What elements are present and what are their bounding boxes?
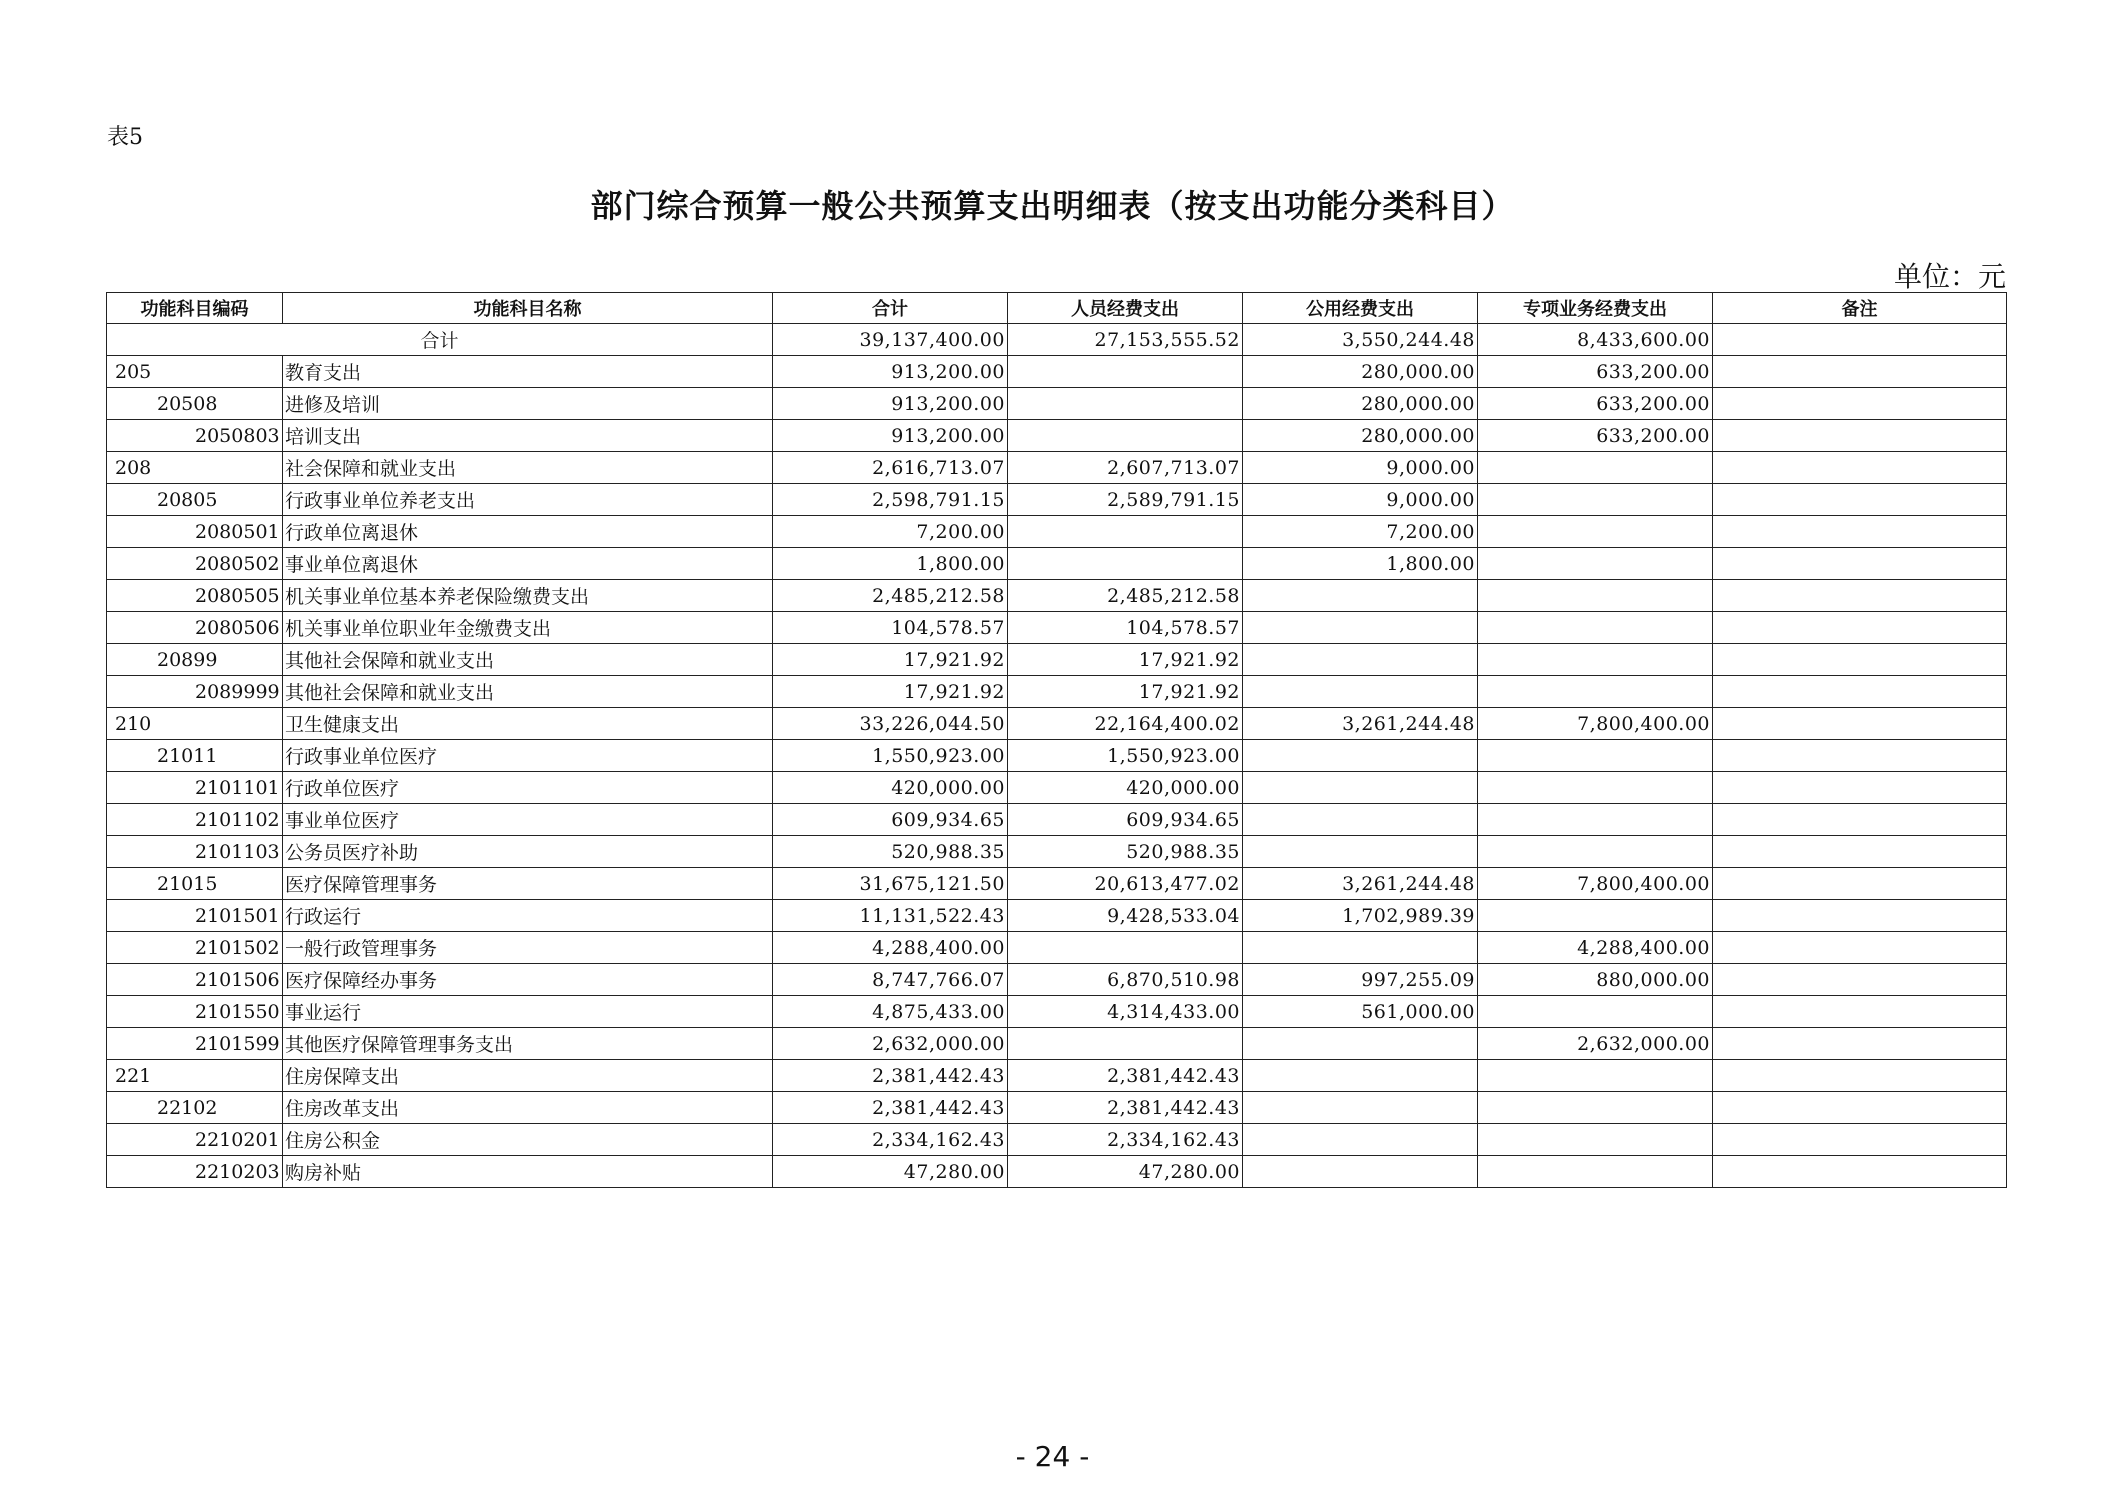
cell-note bbox=[1713, 836, 2007, 868]
cell-total: 2,632,000.00 bbox=[773, 1028, 1008, 1060]
cell-name: 行政运行 bbox=[283, 900, 773, 932]
cell-special: 633,200.00 bbox=[1478, 356, 1713, 388]
cell-special bbox=[1478, 1124, 1713, 1156]
table-row bbox=[107, 516, 2007, 548]
cell-code: 20508 bbox=[107, 388, 283, 420]
cell-special: 2,632,000.00 bbox=[1478, 1028, 1713, 1060]
cell-public bbox=[1243, 772, 1478, 804]
cell-public: 1,702,989.39 bbox=[1243, 900, 1478, 932]
table-row bbox=[107, 676, 2007, 708]
cell-special bbox=[1478, 516, 1713, 548]
table-row bbox=[107, 388, 2007, 420]
cell-personnel: 2,381,442.43 bbox=[1008, 1092, 1243, 1124]
cell-special bbox=[1478, 740, 1713, 772]
table-row bbox=[107, 452, 2007, 484]
cell-note bbox=[1713, 804, 2007, 836]
cell-public: 280,000.00 bbox=[1243, 356, 1478, 388]
cell-code: 2101502 bbox=[107, 932, 283, 964]
cell-code: 2101103 bbox=[107, 836, 283, 868]
cell-total: 520,988.35 bbox=[773, 836, 1008, 868]
table-row bbox=[107, 804, 2007, 836]
table-row bbox=[107, 836, 2007, 868]
cell-total: 913,200.00 bbox=[773, 356, 1008, 388]
cell-personnel: 20,613,477.02 bbox=[1008, 868, 1243, 900]
cell-personnel: 6,870,510.98 bbox=[1008, 964, 1243, 996]
header-name: 功能科目名称 bbox=[283, 293, 773, 324]
cell-total: 1,550,923.00 bbox=[773, 740, 1008, 772]
cell-note bbox=[1713, 772, 2007, 804]
cell-code: 20899 bbox=[107, 644, 283, 676]
cell-code: 2080505 bbox=[107, 580, 283, 612]
cell-public: 9,000.00 bbox=[1243, 484, 1478, 516]
cell-name: 进修及培训 bbox=[283, 388, 773, 420]
cell-public: 3,261,244.48 bbox=[1243, 708, 1478, 740]
cell-name: 行政单位医疗 bbox=[283, 772, 773, 804]
cell-special bbox=[1478, 996, 1713, 1028]
page-title: 部门综合预算一般公共预算支出明细表（按支出功能分类科目） bbox=[590, 187, 1515, 225]
cell-note bbox=[1713, 484, 2007, 516]
cell-personnel bbox=[1008, 516, 1243, 548]
cell-public bbox=[1243, 836, 1478, 868]
cell-note bbox=[1713, 1028, 2007, 1060]
cell-name: 住房公积金 bbox=[283, 1124, 773, 1156]
cell-total: 17,921.92 bbox=[773, 676, 1008, 708]
cell-public: 7,200.00 bbox=[1243, 516, 1478, 548]
cell-name: 社会保障和就业支出 bbox=[283, 452, 773, 484]
cell-name: 其他医疗保障管理事务支出 bbox=[283, 1028, 773, 1060]
cell-total: 2,334,162.43 bbox=[773, 1124, 1008, 1156]
cell-public: 3,261,244.48 bbox=[1243, 868, 1478, 900]
table-row bbox=[107, 356, 2007, 388]
cell-total: 2,616,713.07 bbox=[773, 452, 1008, 484]
cell-code: 208 bbox=[107, 452, 283, 484]
table-row bbox=[107, 740, 2007, 772]
cell-note bbox=[1713, 708, 2007, 740]
cell-personnel: 1,550,923.00 bbox=[1008, 740, 1243, 772]
cell-code: 2101599 bbox=[107, 1028, 283, 1060]
cell-special bbox=[1478, 548, 1713, 580]
cell-special: 4,288,400.00 bbox=[1478, 932, 1713, 964]
cell-public: 280,000.00 bbox=[1243, 388, 1478, 420]
cell-name: 其他社会保障和就业支出 bbox=[283, 676, 773, 708]
cell-note bbox=[1713, 388, 2007, 420]
cell-code: 2210201 bbox=[107, 1124, 283, 1156]
cell-name: 一般行政管理事务 bbox=[283, 932, 773, 964]
cell-total: 31,675,121.50 bbox=[773, 868, 1008, 900]
table-row bbox=[107, 1028, 2007, 1060]
unit-label: 单位：元 bbox=[1893, 260, 2006, 293]
cell-personnel: 104,578.57 bbox=[1008, 612, 1243, 644]
cell-code: 21011 bbox=[107, 740, 283, 772]
cell-code: 22102 bbox=[107, 1092, 283, 1124]
cell-personnel: 520,988.35 bbox=[1008, 836, 1243, 868]
cell-name: 其他社会保障和就业支出 bbox=[283, 644, 773, 676]
cell-special bbox=[1478, 1156, 1713, 1188]
cell-total: 47,280.00 bbox=[773, 1156, 1008, 1188]
cell-note bbox=[1713, 740, 2007, 772]
cell-personnel: 420,000.00 bbox=[1008, 772, 1243, 804]
cell-personnel bbox=[1008, 420, 1243, 452]
cell-special bbox=[1478, 900, 1713, 932]
cell-code: 221 bbox=[107, 1060, 283, 1092]
cell-public bbox=[1243, 1028, 1478, 1060]
cell-note bbox=[1713, 1092, 2007, 1124]
cell-total: 8,747,766.07 bbox=[773, 964, 1008, 996]
cell-total: 4,288,400.00 bbox=[773, 932, 1008, 964]
cell-note bbox=[1713, 1156, 2007, 1188]
cell-special: 7,800,400.00 bbox=[1478, 708, 1713, 740]
cell-personnel: 2,381,442.43 bbox=[1008, 1060, 1243, 1092]
cell-total: 11,131,522.43 bbox=[773, 900, 1008, 932]
cell-code: 210 bbox=[107, 708, 283, 740]
cell-total: 913,200.00 bbox=[773, 420, 1008, 452]
cell-special bbox=[1478, 772, 1713, 804]
cell-name: 行政单位离退休 bbox=[283, 516, 773, 548]
cell-public bbox=[1243, 804, 1478, 836]
cell-name: 医疗保障经办事务 bbox=[283, 964, 773, 996]
cell-total: 420,000.00 bbox=[773, 772, 1008, 804]
cell-name: 购房补贴 bbox=[283, 1156, 773, 1188]
table-label: 表5 bbox=[107, 125, 143, 150]
cell-special bbox=[1478, 1060, 1713, 1092]
cell-personnel: 17,921.92 bbox=[1008, 676, 1243, 708]
cell-public bbox=[1243, 1092, 1478, 1124]
header-code: 功能科目编码 bbox=[107, 293, 283, 324]
cell-public bbox=[1243, 1124, 1478, 1156]
cell-note bbox=[1713, 1124, 2007, 1156]
cell-total: 609,934.65 bbox=[773, 804, 1008, 836]
table-row bbox=[107, 900, 2007, 932]
total-special: 8,433,600.00 bbox=[1478, 324, 1713, 356]
cell-total: 2,381,442.43 bbox=[773, 1092, 1008, 1124]
cell-code: 205 bbox=[107, 356, 283, 388]
cell-personnel bbox=[1008, 1028, 1243, 1060]
cell-public: 1,800.00 bbox=[1243, 548, 1478, 580]
cell-special bbox=[1478, 452, 1713, 484]
cell-name: 住房改革支出 bbox=[283, 1092, 773, 1124]
cell-personnel bbox=[1008, 356, 1243, 388]
cell-personnel: 17,921.92 bbox=[1008, 644, 1243, 676]
table-row bbox=[107, 964, 2007, 996]
cell-total: 17,921.92 bbox=[773, 644, 1008, 676]
cell-personnel: 2,607,713.07 bbox=[1008, 452, 1243, 484]
cell-total: 2,598,791.15 bbox=[773, 484, 1008, 516]
cell-personnel: 9,428,533.04 bbox=[1008, 900, 1243, 932]
cell-name: 事业单位医疗 bbox=[283, 804, 773, 836]
table-row bbox=[107, 772, 2007, 804]
cell-public bbox=[1243, 740, 1478, 772]
cell-total: 7,200.00 bbox=[773, 516, 1008, 548]
cell-note bbox=[1713, 612, 2007, 644]
cell-total: 33,226,044.50 bbox=[773, 708, 1008, 740]
cell-code: 2101102 bbox=[107, 804, 283, 836]
cell-code: 2089999 bbox=[107, 676, 283, 708]
cell-personnel: 4,314,433.00 bbox=[1008, 996, 1243, 1028]
cell-total: 2,485,212.58 bbox=[773, 580, 1008, 612]
table-row bbox=[107, 1124, 2007, 1156]
cell-personnel: 609,934.65 bbox=[1008, 804, 1243, 836]
budget-table bbox=[106, 292, 2007, 1188]
table-row bbox=[107, 644, 2007, 676]
cell-name: 教育支出 bbox=[283, 356, 773, 388]
cell-total: 4,875,433.00 bbox=[773, 996, 1008, 1028]
cell-code: 2101506 bbox=[107, 964, 283, 996]
cell-public bbox=[1243, 612, 1478, 644]
cell-note bbox=[1713, 644, 2007, 676]
total-personnel: 27,153,555.52 bbox=[1008, 324, 1243, 356]
cell-code: 2080502 bbox=[107, 548, 283, 580]
cell-code: 2101501 bbox=[107, 900, 283, 932]
cell-special bbox=[1478, 612, 1713, 644]
cell-name: 住房保障支出 bbox=[283, 1060, 773, 1092]
cell-special: 633,200.00 bbox=[1478, 420, 1713, 452]
table-row bbox=[107, 932, 2007, 964]
cell-public bbox=[1243, 580, 1478, 612]
table-row bbox=[107, 708, 2007, 740]
cell-note bbox=[1713, 516, 2007, 548]
cell-name: 行政事业单位养老支出 bbox=[283, 484, 773, 516]
cell-personnel bbox=[1008, 932, 1243, 964]
table-row bbox=[107, 868, 2007, 900]
cell-note bbox=[1713, 452, 2007, 484]
cell-name: 事业单位离退休 bbox=[283, 548, 773, 580]
cell-code: 2210203 bbox=[107, 1156, 283, 1188]
cell-code: 21015 bbox=[107, 868, 283, 900]
header-special: 专项业务经费支出 bbox=[1478, 293, 1713, 324]
total-row bbox=[107, 324, 2007, 356]
cell-note bbox=[1713, 548, 2007, 580]
cell-note bbox=[1713, 1060, 2007, 1092]
cell-note bbox=[1713, 580, 2007, 612]
cell-name: 行政事业单位医疗 bbox=[283, 740, 773, 772]
cell-special bbox=[1478, 1092, 1713, 1124]
cell-code: 2050803 bbox=[107, 420, 283, 452]
cell-code: 2101550 bbox=[107, 996, 283, 1028]
cell-total: 913,200.00 bbox=[773, 388, 1008, 420]
cell-code: 2080506 bbox=[107, 612, 283, 644]
table-row bbox=[107, 612, 2007, 644]
cell-special bbox=[1478, 836, 1713, 868]
header-row bbox=[107, 293, 2007, 324]
header-total: 合计 bbox=[773, 293, 1008, 324]
table-row bbox=[107, 1156, 2007, 1188]
cell-code: 2101101 bbox=[107, 772, 283, 804]
header-note: 备注 bbox=[1713, 293, 2007, 324]
cell-note bbox=[1713, 868, 2007, 900]
cell-public bbox=[1243, 1060, 1478, 1092]
total-label: 合计 bbox=[107, 324, 773, 356]
cell-special bbox=[1478, 804, 1713, 836]
cell-code: 2080501 bbox=[107, 516, 283, 548]
cell-public: 997,255.09 bbox=[1243, 964, 1478, 996]
cell-special: 633,200.00 bbox=[1478, 388, 1713, 420]
page-number: - 24 - bbox=[1015, 1440, 1090, 1473]
total-amount: 39,137,400.00 bbox=[773, 324, 1008, 356]
cell-total: 2,381,442.43 bbox=[773, 1060, 1008, 1092]
cell-name: 公务员医疗补助 bbox=[283, 836, 773, 868]
cell-note bbox=[1713, 356, 2007, 388]
cell-name: 机关事业单位职业年金缴费支出 bbox=[283, 612, 773, 644]
cell-special: 880,000.00 bbox=[1478, 964, 1713, 996]
table-row bbox=[107, 1060, 2007, 1092]
table-row bbox=[107, 580, 2007, 612]
header-public: 公用经费支出 bbox=[1243, 293, 1478, 324]
table-row bbox=[107, 548, 2007, 580]
cell-total: 104,578.57 bbox=[773, 612, 1008, 644]
cell-personnel: 2,589,791.15 bbox=[1008, 484, 1243, 516]
cell-special bbox=[1478, 676, 1713, 708]
cell-special bbox=[1478, 580, 1713, 612]
cell-special: 7,800,400.00 bbox=[1478, 868, 1713, 900]
table-row bbox=[107, 1092, 2007, 1124]
table-row bbox=[107, 484, 2007, 516]
header-personnel: 人员经费支出 bbox=[1008, 293, 1243, 324]
cell-note bbox=[1713, 900, 2007, 932]
cell-note bbox=[1713, 676, 2007, 708]
cell-public: 9,000.00 bbox=[1243, 452, 1478, 484]
cell-public bbox=[1243, 644, 1478, 676]
cell-personnel: 2,485,212.58 bbox=[1008, 580, 1243, 612]
table-header bbox=[107, 293, 2007, 324]
cell-note bbox=[1713, 420, 2007, 452]
cell-public bbox=[1243, 932, 1478, 964]
cell-personnel bbox=[1008, 388, 1243, 420]
cell-personnel: 22,164,400.02 bbox=[1008, 708, 1243, 740]
cell-public: 561,000.00 bbox=[1243, 996, 1478, 1028]
cell-personnel: 47,280.00 bbox=[1008, 1156, 1243, 1188]
cell-name: 机关事业单位基本养老保险缴费支出 bbox=[283, 580, 773, 612]
table-body bbox=[107, 324, 2007, 1188]
cell-note bbox=[1713, 996, 2007, 1028]
table-row bbox=[107, 420, 2007, 452]
total-public: 3,550,244.48 bbox=[1243, 324, 1478, 356]
cell-total: 1,800.00 bbox=[773, 548, 1008, 580]
cell-personnel bbox=[1008, 548, 1243, 580]
cell-code: 20805 bbox=[107, 484, 283, 516]
cell-public bbox=[1243, 676, 1478, 708]
cell-personnel: 2,334,162.43 bbox=[1008, 1124, 1243, 1156]
cell-name: 卫生健康支出 bbox=[283, 708, 773, 740]
total-note bbox=[1713, 324, 2007, 356]
cell-name: 事业运行 bbox=[283, 996, 773, 1028]
cell-public: 280,000.00 bbox=[1243, 420, 1478, 452]
cell-special bbox=[1478, 644, 1713, 676]
cell-name: 医疗保障管理事务 bbox=[283, 868, 773, 900]
cell-note bbox=[1713, 932, 2007, 964]
cell-public bbox=[1243, 1156, 1478, 1188]
cell-name: 培训支出 bbox=[283, 420, 773, 452]
table-row bbox=[107, 996, 2007, 1028]
cell-note bbox=[1713, 964, 2007, 996]
cell-special bbox=[1478, 484, 1713, 516]
